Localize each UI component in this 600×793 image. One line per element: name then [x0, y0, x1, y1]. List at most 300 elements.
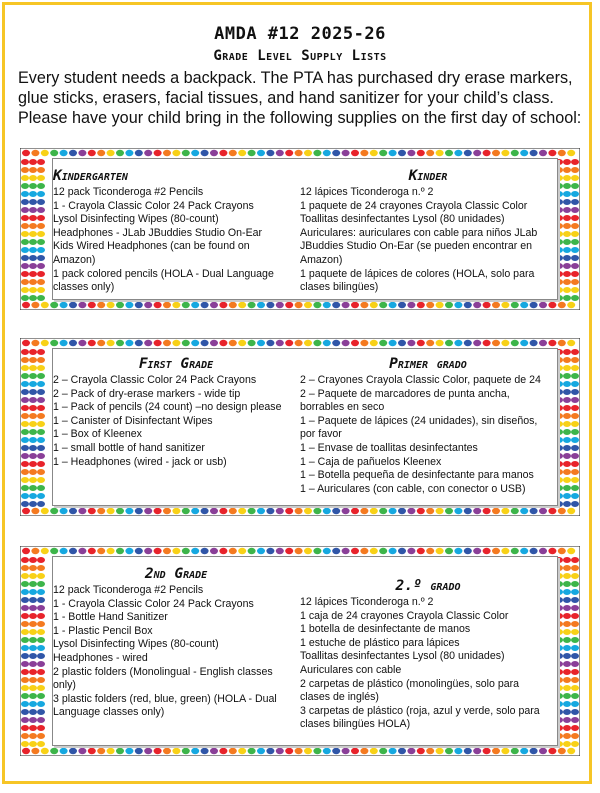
- border-dot: [29, 223, 37, 229]
- border-dot: [558, 508, 566, 514]
- border-dot: [210, 302, 218, 308]
- supply-item: 2 carpetas de plástico (monolingües, solo para: [300, 677, 520, 690]
- border-dot: [501, 340, 509, 346]
- supply-item: 1 – Envase de toallitas desinfectantes: [300, 441, 478, 454]
- border-dot: [154, 748, 162, 754]
- border-dot: [37, 183, 45, 189]
- border-dot: [426, 748, 434, 754]
- border-dot: [379, 548, 387, 554]
- border-dot: [445, 748, 453, 754]
- border-dot: [41, 548, 49, 554]
- border-dot: [210, 340, 218, 346]
- border-dot: [238, 302, 246, 308]
- border-dot: [473, 340, 481, 346]
- border-dot: [154, 150, 162, 156]
- border-dot: [563, 255, 571, 261]
- border-dot: [144, 748, 152, 754]
- border-dot: [571, 437, 579, 443]
- border-dot: [37, 279, 45, 285]
- border-dot: [37, 191, 45, 197]
- border-dot: [37, 207, 45, 213]
- border-dot: [571, 653, 579, 659]
- border-dot: [398, 548, 406, 554]
- supply-item: 2 plastic folders (Monolingual - English classes: [53, 665, 273, 678]
- segundo-grado-spanish-column: [300, 578, 556, 732]
- border-dot: [563, 557, 571, 563]
- border-dot: [563, 263, 571, 269]
- border-dot: [37, 557, 45, 563]
- supply-item: 12 lápices Ticonderoga n.º 2: [300, 186, 434, 198]
- kinder-spanish-column: [300, 168, 556, 295]
- border-dot: [29, 501, 37, 507]
- border-dot: [135, 150, 143, 156]
- border-dot: [571, 709, 579, 715]
- border-dot: [21, 493, 29, 499]
- border-dot: [229, 548, 237, 554]
- supply-item: Auriculares con cable: [300, 663, 402, 676]
- border-dot: [370, 340, 378, 346]
- border-dot: [37, 669, 45, 675]
- border-dot: [571, 373, 579, 379]
- border-dot: [370, 150, 378, 156]
- border-dot: [172, 150, 180, 156]
- border-dot: [37, 199, 45, 205]
- border-dot: [29, 199, 37, 205]
- border-dot: [407, 150, 415, 156]
- border-dot: [29, 693, 37, 699]
- border-dot: [229, 150, 237, 156]
- border-dot: [436, 340, 444, 346]
- border-dot: [182, 508, 190, 514]
- border-dot: [257, 748, 265, 754]
- border-dot: [563, 405, 571, 411]
- border-dot: [389, 340, 397, 346]
- kindergarten-heading: Kindergarten: [53, 168, 128, 184]
- border-dot: [563, 589, 571, 595]
- border-dot: [29, 445, 37, 451]
- border-dot: [563, 445, 571, 451]
- border-dot: [210, 548, 218, 554]
- border-dot: [571, 701, 579, 707]
- border-dot: [563, 381, 571, 387]
- border-dot: [88, 548, 96, 554]
- supply-item: 1 caja de 24 crayones Crayola Classic Color: [300, 609, 509, 622]
- border-dot: [342, 340, 350, 346]
- border-dot: [37, 485, 45, 491]
- border-dot: [125, 508, 133, 514]
- border-dot: [107, 150, 115, 156]
- border-dot: [571, 223, 579, 229]
- border-dot: [37, 159, 45, 165]
- border-dot: [78, 508, 86, 514]
- border-dot: [29, 637, 37, 643]
- border-dot: [37, 255, 45, 261]
- border-dot: [483, 548, 491, 554]
- border-dot: [539, 548, 547, 554]
- border-dot: [29, 645, 37, 651]
- border-dot: [563, 629, 571, 635]
- border-dot: [172, 548, 180, 554]
- border-dot: [351, 150, 359, 156]
- border-dot: [426, 548, 434, 554]
- border-dot: [313, 508, 321, 514]
- border-dot: [21, 669, 29, 675]
- border-dot: [21, 725, 29, 731]
- supply-item: JBuddies Studio On-Ear (se pueden encontrar en: [300, 240, 533, 253]
- border-dot: [21, 287, 29, 293]
- border-dot: [563, 357, 571, 363]
- border-dot: [295, 548, 303, 554]
- border-dot: [219, 748, 227, 754]
- second-grade-heading: 2nd Grade: [144, 566, 208, 582]
- border-dot: [37, 501, 45, 507]
- border-dot: [37, 453, 45, 459]
- border-dot: [492, 302, 500, 308]
- border-dot: [563, 469, 571, 475]
- border-dot: [29, 349, 37, 355]
- border-dot: [21, 199, 29, 205]
- border-dot: [323, 340, 331, 346]
- border-dot: [22, 548, 30, 554]
- border-dot: [182, 548, 190, 554]
- border-dot: [135, 302, 143, 308]
- border-dot: [182, 150, 190, 156]
- border-dot: [407, 548, 415, 554]
- border-dot: [29, 661, 37, 667]
- border-dot: [182, 302, 190, 308]
- border-dot: [201, 508, 209, 514]
- border-dot: [60, 748, 68, 754]
- border-dot: [201, 340, 209, 346]
- border-dot: [389, 548, 397, 554]
- border-dot: [511, 150, 519, 156]
- border-dot: [332, 340, 340, 346]
- primer-grado-spanish-column: [300, 356, 556, 496]
- border-dot: [563, 413, 571, 419]
- border-dot: [29, 557, 37, 563]
- border-dot: [248, 748, 256, 754]
- border-dot: [563, 207, 571, 213]
- border-dot: [60, 150, 68, 156]
- border-dot: [41, 508, 49, 514]
- border-dot: [571, 725, 579, 731]
- border-dot: [21, 685, 29, 691]
- border-dot: [530, 748, 538, 754]
- border-dot: [436, 150, 444, 156]
- border-dot: [530, 340, 538, 346]
- border-dot: [563, 215, 571, 221]
- border-dot: [22, 340, 30, 346]
- border-dot: [511, 748, 519, 754]
- border-dot: [69, 548, 77, 554]
- border-dot: [563, 461, 571, 467]
- border-dot: [37, 653, 45, 659]
- border-dot: [571, 295, 579, 301]
- border-dot: [107, 548, 115, 554]
- border-dot: [464, 748, 472, 754]
- border-dot: [29, 279, 37, 285]
- border-dot: [37, 437, 45, 443]
- border-dot: [563, 501, 571, 507]
- border-dot: [563, 365, 571, 371]
- border-dot: [571, 677, 579, 683]
- border-dot: [571, 183, 579, 189]
- border-dot: [571, 263, 579, 269]
- border-dot: [69, 508, 77, 514]
- border-dot: [37, 605, 45, 611]
- border-dot: [360, 340, 368, 346]
- border-dot: [511, 340, 519, 346]
- border-dot: [37, 215, 45, 221]
- border-dot: [37, 685, 45, 691]
- border-dot: [97, 340, 105, 346]
- border-dot: [37, 469, 45, 475]
- border-dot: [29, 295, 37, 301]
- border-dot: [29, 725, 37, 731]
- border-dot: [520, 548, 528, 554]
- supply-item: 1 – Canister of Disinfectant Wipes: [53, 414, 213, 427]
- border-dot: [483, 150, 491, 156]
- border-dot: [29, 365, 37, 371]
- border-dot: [163, 548, 171, 554]
- border-dot: [571, 605, 579, 611]
- border-dot: [379, 748, 387, 754]
- border-dot: [567, 748, 575, 754]
- border-dot: [398, 302, 406, 308]
- border-dot: [398, 340, 406, 346]
- border-dot: [37, 709, 45, 715]
- border-dot: [29, 621, 37, 627]
- supply-item: 1 paquete de lápices de colores (HOLA, solo para: [300, 267, 535, 280]
- border-dot: [563, 613, 571, 619]
- border-dot: [37, 701, 45, 707]
- supply-item: 1 – small bottle of hand sanitizer: [53, 441, 205, 454]
- border-dot: [69, 150, 77, 156]
- border-dot: [144, 302, 152, 308]
- border-dot: [571, 717, 579, 723]
- border-dot: [21, 453, 29, 459]
- supply-item: 1 – Caja de pañuelos Kleenex: [300, 455, 442, 468]
- border-dot: [445, 302, 453, 308]
- border-dot: [558, 340, 566, 346]
- border-dot: [563, 565, 571, 571]
- border-dot: [21, 709, 29, 715]
- border-dot: [464, 340, 472, 346]
- border-dot: [483, 340, 491, 346]
- border-dot: [426, 340, 434, 346]
- border-dot: [571, 413, 579, 419]
- border-dot: [29, 159, 37, 165]
- border-dot: [520, 508, 528, 514]
- border-dot: [304, 302, 312, 308]
- border-dot: [172, 340, 180, 346]
- border-dot: [37, 445, 45, 451]
- border-dot: [571, 613, 579, 619]
- border-dot: [29, 397, 37, 403]
- border-dot: [50, 748, 58, 754]
- supply-item: 2 – Crayones Crayola Classic Color, paquete de 24: [300, 374, 541, 386]
- border-dot: [29, 381, 37, 387]
- border-dot: [21, 469, 29, 475]
- border-dot: [398, 150, 406, 156]
- border-dot: [37, 717, 45, 723]
- border-dot: [29, 421, 37, 427]
- border-dot: [182, 340, 190, 346]
- supply-item: Language classes only): [53, 706, 165, 719]
- border-dot: [511, 508, 519, 514]
- border-dot: [50, 548, 58, 554]
- border-dot: [295, 150, 303, 156]
- border-dot: [29, 685, 37, 691]
- border-dot: [567, 340, 575, 346]
- border-dot: [21, 461, 29, 467]
- border-dot: [563, 605, 571, 611]
- border-dot: [21, 565, 29, 571]
- border-dot: [41, 748, 49, 754]
- border-dot: [571, 461, 579, 467]
- border-dot: [407, 748, 415, 754]
- border-dot: [21, 701, 29, 707]
- border-dot: [21, 223, 29, 229]
- supply-item: 12 pack Ticonderoga #2 Pencils: [53, 584, 204, 596]
- supply-item: 1 – Paquete de lápices (24 unidades), sin diseños,: [300, 414, 538, 427]
- border-dot: [107, 508, 115, 514]
- intro-paragraph: Every student needs a backpack. The PTA has purchased dry erase markers, glue sticks, erasers, facial tissues, and hand sanitizer for your child’s class. Please have your child bring in the following supplies on the first day of school:: [18, 69, 582, 127]
- border-dot: [445, 340, 453, 346]
- border-dot: [29, 373, 37, 379]
- border-dot: [571, 207, 579, 213]
- border-dot: [29, 175, 37, 181]
- border-dot: [342, 548, 350, 554]
- border-dot: [360, 548, 368, 554]
- border-dot: [21, 733, 29, 739]
- border-dot: [29, 469, 37, 475]
- border-dot: [511, 302, 519, 308]
- border-dot: [248, 340, 256, 346]
- border-dot: [21, 501, 29, 507]
- border-dot: [492, 340, 500, 346]
- border-dot: [29, 733, 37, 739]
- border-dot: [571, 405, 579, 411]
- border-dot: [21, 437, 29, 443]
- border-dot: [21, 357, 29, 363]
- border-dot: [530, 508, 538, 514]
- border-dot: [135, 748, 143, 754]
- border-dot: [313, 302, 321, 308]
- border-dot: [520, 150, 528, 156]
- border-dot: [29, 613, 37, 619]
- border-dot: [78, 340, 86, 346]
- supply-item: Kids Wired Headphones (can be found on: [53, 240, 250, 253]
- border-dot: [323, 150, 331, 156]
- border-dot: [21, 637, 29, 643]
- border-dot: [135, 340, 143, 346]
- supply-item: 1 - Crayola Classic Color 24 Pack Crayons: [53, 597, 254, 610]
- border-dot: [37, 629, 45, 635]
- border-dot: [37, 167, 45, 173]
- border-dot: [520, 302, 528, 308]
- border-dot: [571, 573, 579, 579]
- border-dot: [21, 477, 29, 483]
- border-dot: [417, 748, 425, 754]
- border-dot: [29, 263, 37, 269]
- border-dot: [21, 621, 29, 627]
- border-dot: [417, 340, 425, 346]
- border-dot: [342, 748, 350, 754]
- border-dot: [21, 373, 29, 379]
- border-dot: [37, 413, 45, 419]
- border-dot: [571, 581, 579, 587]
- border-dot: [97, 748, 105, 754]
- border-dot: [21, 295, 29, 301]
- border-dot: [144, 340, 152, 346]
- border-dot: [37, 365, 45, 371]
- border-dot: [266, 548, 274, 554]
- border-dot: [548, 302, 556, 308]
- border-dot: [31, 748, 39, 754]
- border-dot: [21, 661, 29, 667]
- border-dot: [304, 748, 312, 754]
- border-dot: [417, 548, 425, 554]
- border-dot: [238, 548, 246, 554]
- border-dot: [37, 263, 45, 269]
- primer-grado-heading: Primer grado: [389, 356, 467, 372]
- border-dot: [370, 302, 378, 308]
- border-dot: [135, 508, 143, 514]
- border-dot: [571, 733, 579, 739]
- border-dot: [21, 605, 29, 611]
- border-dot: [454, 548, 462, 554]
- border-dot: [342, 508, 350, 514]
- border-dot: [563, 453, 571, 459]
- border-dot: [571, 357, 579, 363]
- border-dot: [21, 167, 29, 173]
- border-dot: [97, 150, 105, 156]
- border-dot: [29, 669, 37, 675]
- border-dot: [360, 748, 368, 754]
- border-dot: [360, 302, 368, 308]
- border-dot: [97, 548, 105, 554]
- border-dot: [191, 150, 199, 156]
- border-dot: [520, 340, 528, 346]
- supply-item: classes only): [53, 281, 115, 294]
- border-dot: [257, 548, 265, 554]
- border-dot: [154, 548, 162, 554]
- border-dot: [563, 167, 571, 173]
- border-dot: [563, 693, 571, 699]
- border-dot: [21, 271, 29, 277]
- border-dot: [332, 302, 340, 308]
- border-dot: [37, 349, 45, 355]
- border-dot: [571, 397, 579, 403]
- border-dot: [304, 508, 312, 514]
- border-dot: [563, 637, 571, 643]
- border-dot: [29, 357, 37, 363]
- border-dot: [29, 231, 37, 237]
- border-dot: [558, 150, 566, 156]
- border-dot: [571, 621, 579, 627]
- border-dot: [558, 748, 566, 754]
- border-dot: [50, 340, 58, 346]
- border-dot: [370, 548, 378, 554]
- supply-item: Headphones - wired: [53, 651, 148, 664]
- border-dot: [21, 589, 29, 595]
- border-dot: [97, 302, 105, 308]
- border-dot: [21, 207, 29, 213]
- border-dot: [21, 231, 29, 237]
- border-dot: [21, 159, 29, 165]
- border-dot: [285, 748, 293, 754]
